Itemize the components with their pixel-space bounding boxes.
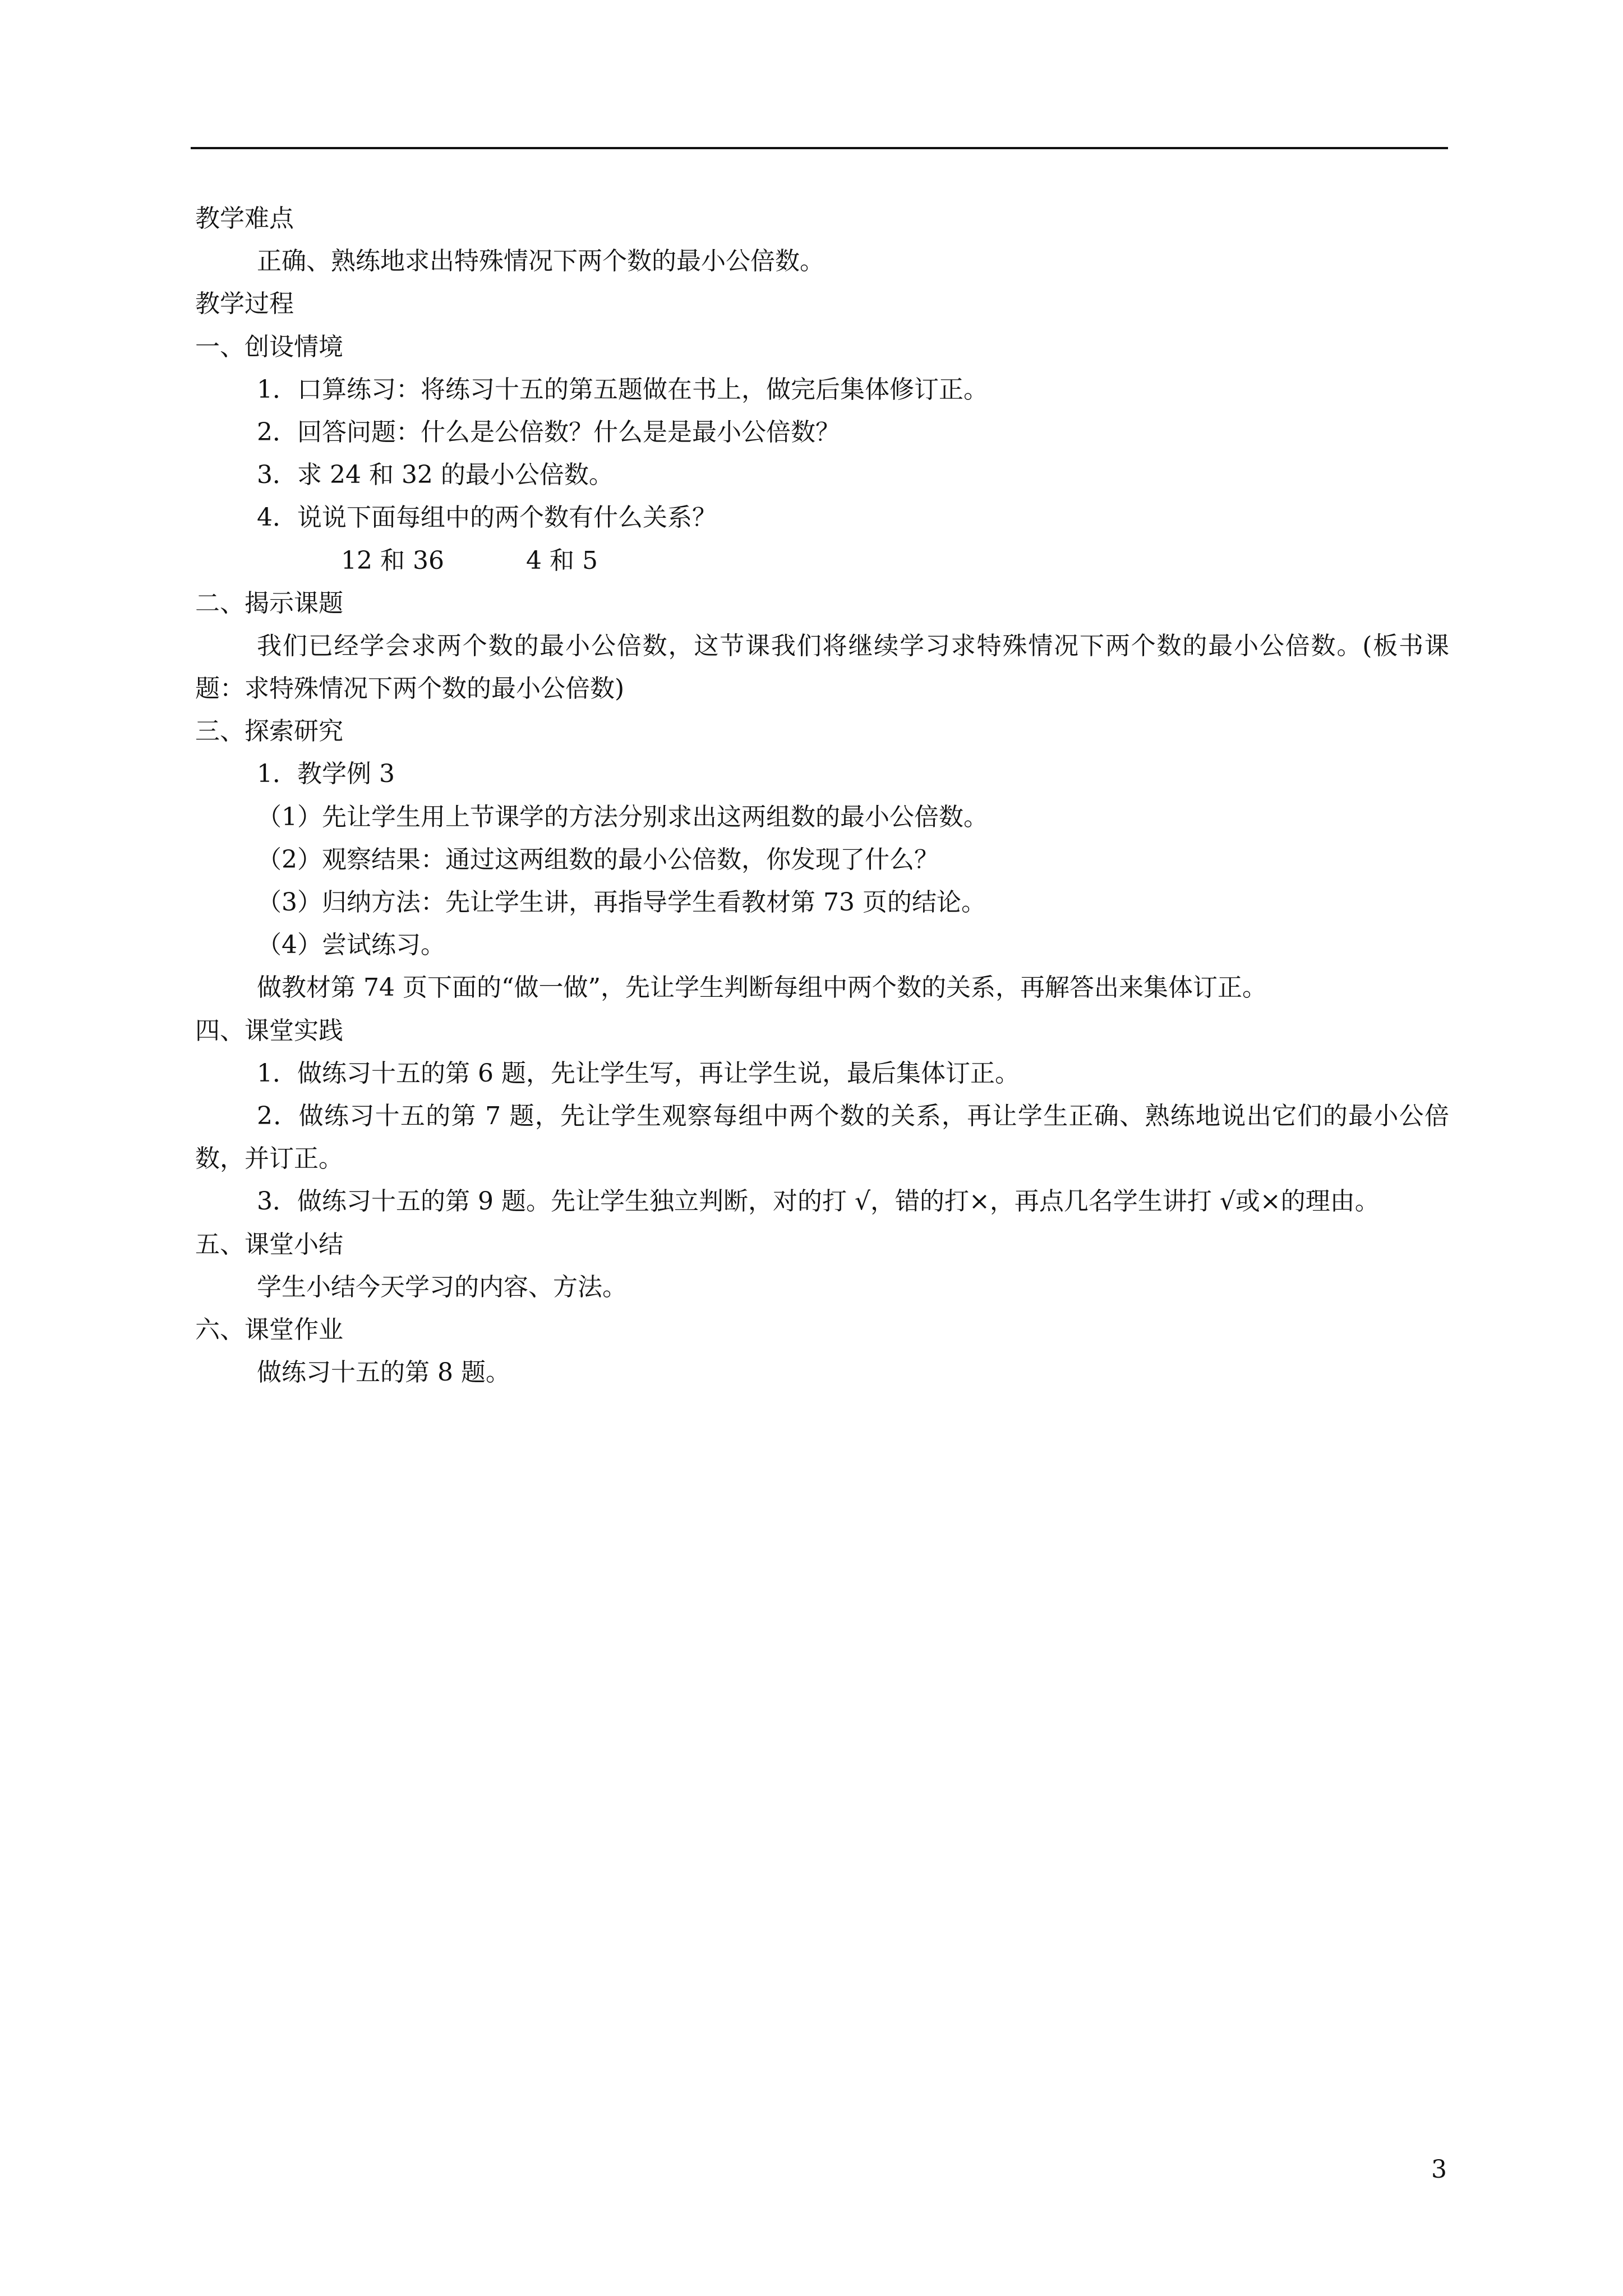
section-heading-1: 一、创设情境 <box>195 332 343 361</box>
list-item: 1．教学例 3 <box>257 760 395 789</box>
section-paragraph: 我们已经学会求两个数的最小公倍数，这节课我们将继续学习求特殊情况下两个数的最小公倍数。(板书课题：求特殊情况下两个数的最小公倍数) <box>195 631 1449 703</box>
document-body <box>195 197 1449 1394</box>
section-heading-5: 五、课堂小结 <box>195 1230 343 1259</box>
process-heading: 教学过程 <box>195 289 294 319</box>
section-heading-4: 四、课堂实践 <box>195 1016 343 1045</box>
difficulty-text: 正确、熟练地求出特殊情况下两个数的最小公倍数。 <box>257 247 824 276</box>
number-pair: 12 和 36 <box>341 546 444 575</box>
list-item: 4．说说下面每组中的两个数有什么关系？ <box>257 503 717 532</box>
homework-text: 做练习十五的第 8 题。 <box>257 1358 510 1387</box>
list-item: 3．求 24 和 32 的最小公倍数。 <box>257 461 614 490</box>
list-item: 2．回答问题：什么是公倍数？什么是是最小公倍数？ <box>257 417 840 447</box>
number-pairs <box>195 540 1449 582</box>
sub-list-item: （2）观察结果：通过这两组数的最小公倍数，你发现了什么？ <box>257 845 939 874</box>
section-heading-6: 六、课堂作业 <box>195 1315 343 1344</box>
sub-list-item: （1）先让学生用上节课学的方法分别求出这两组数的最小公倍数。 <box>257 802 988 831</box>
sub-list-item: （3）归纳方法：先让学生讲，再指导学生看教材第 73 页的结论。 <box>257 888 986 917</box>
number-pair: 4 和 5 <box>526 546 598 575</box>
difficulty-heading: 教学难点 <box>195 204 294 233</box>
list-item: 1．口算练习：将练习十五的第五题做在书上，做完后集体修订正。 <box>257 375 988 404</box>
practice-text: 做教材第 74 页下面的“做一做”，先让学生判断每组中两个数的关系，再解答出来集体订正。 <box>257 973 1267 1002</box>
sub-list-item: （4）尝试练习。 <box>257 931 445 960</box>
summary-text: 学生小结今天学习的内容、方法。 <box>257 1272 627 1301</box>
list-item: 3．做练习十五的第 9 题。先让学生独立判断，对的打 √，错的打×，再点几名学生讲打 √或×的理由。 <box>257 1187 1380 1216</box>
list-item: 2．做练习十五的第 7 题，先让学生观察每组中两个数的关系，再让学生正确、熟练地说出它们的最小公倍数，并订正。 <box>195 1101 1449 1174</box>
header-rule <box>191 147 1448 149</box>
section-heading-3: 三、探索研究 <box>195 717 343 746</box>
page-number: 3 <box>1431 2155 1447 2184</box>
list-item: 1．做练习十五的第 6 题，先让学生写，再让学生说，最后集体订正。 <box>257 1059 1020 1088</box>
section-heading-2: 二、揭示课题 <box>195 588 343 618</box>
